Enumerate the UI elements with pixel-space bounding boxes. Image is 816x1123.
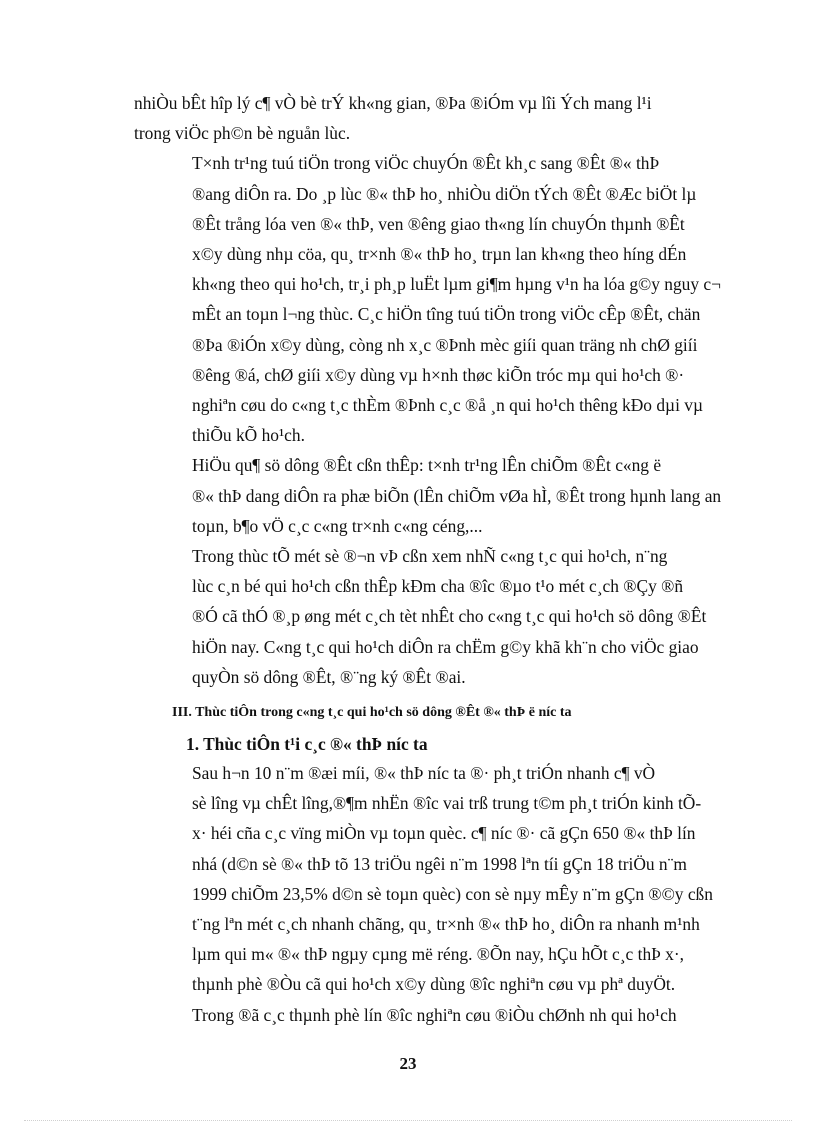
text-line: ®Þa ®iÓn x©y dùng, còng nh x¸c ®Þnh mèc giíi quan träng nh chØ giíi: [192, 334, 698, 355]
text-line: nghiªn cøu do c«ng t¸c thÈm ®Þnh c¸c ®å ¸n qui ho¹ch thêng kÐo dµi vµ: [192, 395, 703, 416]
paragraph-5: [134, 758, 726, 1030]
page-bottom-divider: [24, 1120, 792, 1121]
text-line: trong viÖc ph©n bè nguån lùc.: [134, 123, 351, 144]
paragraph-3: [134, 450, 726, 541]
text-line: ®Ó cã thÓ ®¸p øng mét c¸ch tèt nhÊt cho c«ng t¸c qui ho¹ch sö dông ®Êt: [192, 606, 707, 627]
paragraph-2: [134, 148, 726, 450]
text-line: HiÖu qu¶ sö dông ®Êt cßn thÊp: t×nh tr¹ng lÊn chiÕm ®Êt c«ng ë: [192, 455, 662, 476]
section-heading: III. Thùc tiÔn trong c«ng t¸c qui ho¹ch sö dông ®Êt ®« thÞ ë níc ta: [172, 705, 572, 721]
text-line: mÊt an toµn l¬ng thùc. C¸c hiÖn tîng tuú tiÖn trong viÖc cÊp ®Êt, chän: [192, 304, 701, 325]
text-line: thµnh phè ®Òu cã qui ho¹ch x©y dùng ®îc nghiªn cøu vµ phª duyÖt.: [192, 974, 676, 995]
text-line: nhiÒu bÊt hîp lý c¶ vÒ bè trÝ kh«ng gian, ®Þa ®iÓm vµ lîi Ých mang l¹i: [134, 93, 652, 113]
text-line: Trong thùc tÕ mét sè ®¬n vÞ cßn xem nhÑ c«ng t¸c qui ho¹ch, n¨ng: [192, 546, 668, 567]
page-body: [134, 88, 726, 1030]
text-line: thiÕu kÕ ho¹ch.: [192, 425, 305, 446]
text-line: T×nh tr¹ng tuú tiÖn trong viÖc chuyÓn ®Êt kh¸c sang ®Êt ®« thÞ: [192, 153, 660, 174]
text-line: t¨ng lªn mét c¸ch nhanh chãng, qu¸ tr×nh ®« thÞ ho¸ diÔn ra nhanh m¹nh: [192, 914, 700, 935]
text-line: quyÒn sö dông ®Êt, ®¨ng ký ®Êt ®ai.: [192, 666, 466, 687]
text-line: ®êng ®á, chØ giíi x©y dùng vµ h×nh thøc kiÕn tróc mµ qui ho¹ch ®·: [192, 364, 685, 385]
text-line: ®« thÞ dang diÔn ra phæ biÕn (lÊn chiÕm vØa hÌ, ®Êt trong hµnh lang an: [192, 485, 722, 506]
text-line: Trong ®ã c¸c thµnh phè lín ®îc nghiªn cøu ®iÒu chØnh nh qui ho¹ch: [192, 1004, 677, 1025]
text-line: Sau h¬n 10 n¨m ®æi míi, ®« thÞ níc ta ®· ph¸t triÓn nhanh c¶ vÒ: [192, 763, 656, 784]
page-number: 23: [399, 1054, 417, 1073]
paragraph-4: [134, 541, 726, 692]
text-line: ®Êt trång lóa ven ®« thÞ, ven ®êng giao th«ng lín chuyÓn thµnh ®Êt: [192, 213, 685, 234]
paragraph-1: [134, 88, 726, 148]
text-line: toµn, b¶o vÖ c¸c c«ng tr×nh c«ng céng,...: [192, 515, 483, 536]
text-line: nhá (d©n sè ®« thÞ tõ 13 triÖu ngêi n¨m 1998 lªn tíi gÇn 18 triÖu n¨m: [192, 853, 687, 874]
text-line: 1999 chiÕm 23,5% d©n sè toµn quèc) con sè nµy mÊy n¨m gÇn ®©y cßn: [192, 883, 713, 904]
text-line: hiÖn nay. C«ng t¸c qui ho¹ch diÔn ra chËm g©y khã kh¨n cho viÖc giao: [192, 636, 699, 657]
subsection-heading: 1. Thùc tiÔn t¹i c¸c ®« thÞ níc ta: [186, 734, 428, 755]
text-line: x©y dùng nhµ cöa, qu¸ tr×nh ®« thÞ ho¸ trµn lan kh«ng theo híng dÉn: [192, 244, 687, 265]
text-line: lµm qui m« ®« thÞ ngµy cµng më réng. ®Õn nay, hÇu hÕt c¸c thÞ x·,: [192, 944, 685, 965]
text-line: kh«ng theo qui ho¹ch, tr¸i ph¸p luËt lµm gi¶m hµng v¹n ha lóa g©y nguy c¬: [192, 274, 721, 295]
text-line: lùc c¸n bé qui ho¹ch cßn thÊp kÐm cha ®îc ®µo t¹o mét c¸ch ®Çy ®ñ: [192, 576, 684, 597]
text-line: ®ang diÔn ra. Do ¸p lùc ®« thÞ ho¸ nhiÒu diÖn tÝch ®Êt ®Æc biÖt lµ: [192, 183, 697, 204]
text-line: sè lîng vµ chÊt lîng,®¶m nhËn ®îc vai trß trung t©m ph¸t triÓn kinh tÕ-: [192, 793, 702, 814]
text-line: x· héi cña c¸c vïng miÒn vµ toµn quèc. c¶ níc ®· cã gÇn 650 ®« thÞ lín: [192, 823, 696, 844]
